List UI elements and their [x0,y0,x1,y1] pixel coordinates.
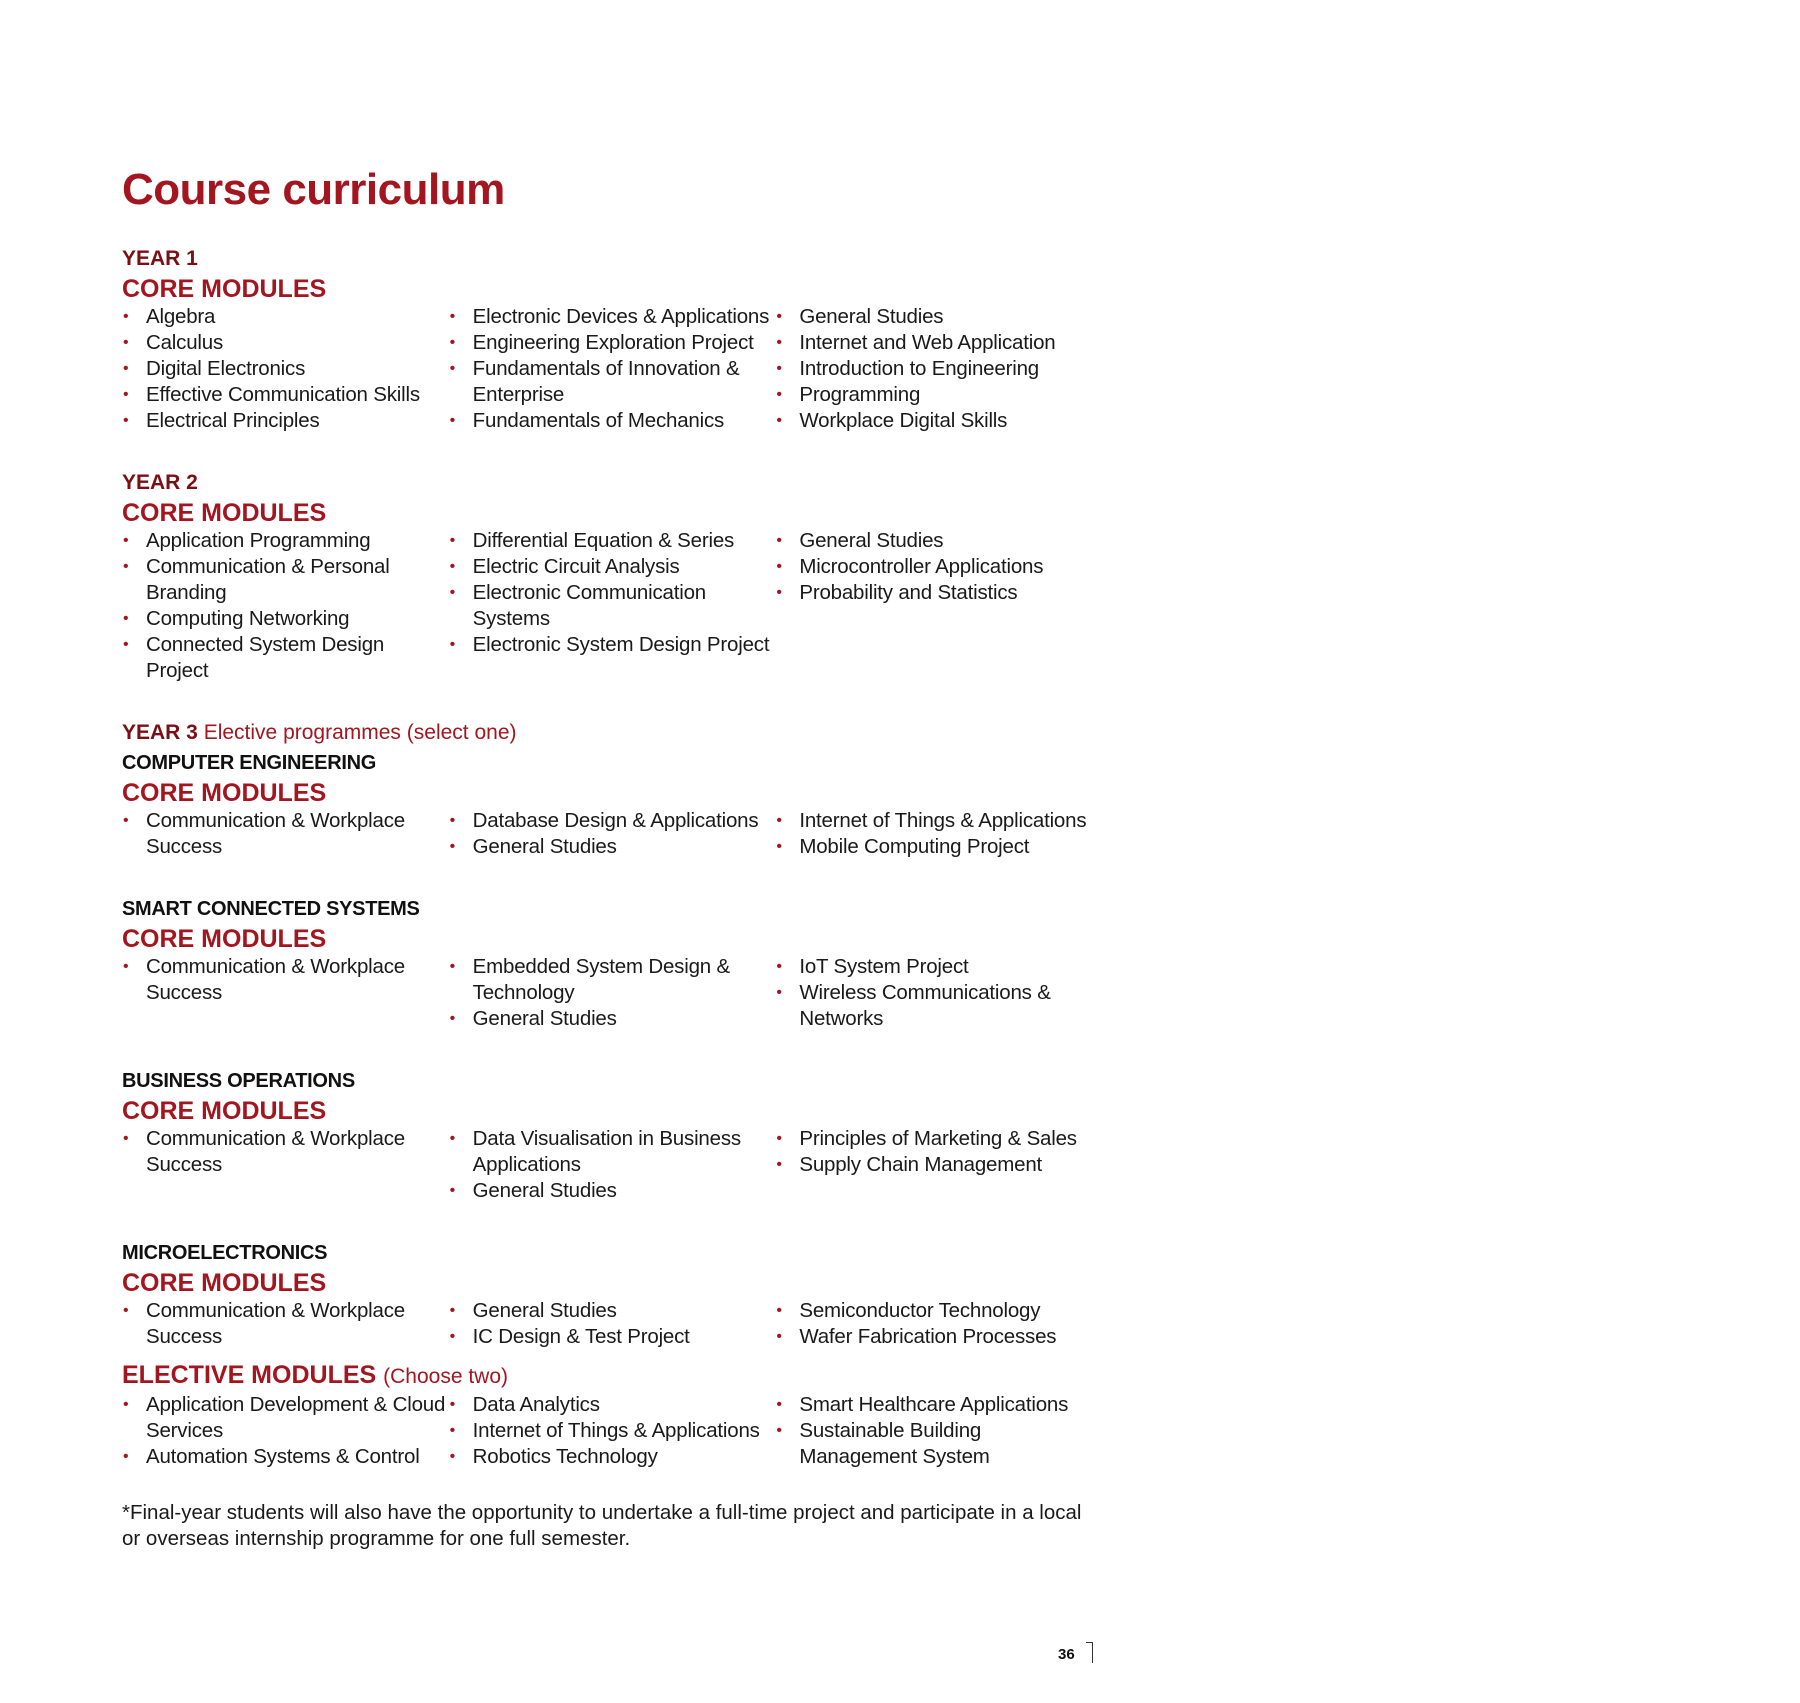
module-columns [122,528,1102,684]
list-item: • Connected System Design Project [122,632,449,684]
year-3-subtitle: Elective programmes (select one) [203,721,517,745]
list-item: • IC Design & Test Project [449,1324,776,1350]
page-corner-mark [1086,1642,1093,1663]
elective-modules-heading [122,1360,1102,1392]
list-item: • Wireless Communications & Networks [775,980,1102,1032]
programme-microelectronics [122,1238,1102,1470]
module-list [122,1298,449,1350]
programme-business-operations [122,1066,1102,1204]
list-item: • Electronic System Design Project [449,632,776,658]
list-item: • Wafer Fabrication Processes [775,1324,1102,1350]
list-item: • Calculus [122,330,449,356]
list-item: • Probability and Statistics [775,580,1102,606]
list-item: • Communication & Workplace Success [122,808,449,860]
programme-computer-engineering [122,748,1102,860]
list-item: • General Studies [449,1006,776,1032]
list-item: • Communication & Workplace Success [122,954,449,1006]
year-3-label: YEAR 3 [122,721,198,745]
list-item: • General Studies [449,1178,776,1204]
list-item: • Electrical Principles [122,408,449,434]
list-item: • Semiconductor Technology [775,1298,1102,1324]
elective-note: (Choose two) [383,1365,509,1389]
module-columns [122,304,1102,434]
list-item: • Engineering Exploration Project [449,330,776,356]
year-2-section [122,468,1102,684]
list-item: • Communication & Workplace Success [122,1298,449,1350]
list-item: • Introduction to Engineering [775,356,1102,382]
module-list [775,1126,1102,1204]
list-item: • General Studies [449,834,776,860]
module-list [122,304,449,434]
module-list [775,808,1102,860]
year-3-section [122,718,1102,1470]
module-list [122,528,449,684]
footnote: *Final-year students will also have the opportunity to undertake a full-time project and participate in a local or overseas internship programme for one full semester. [122,1501,1082,1551]
list-item: • Electric Circuit Analysis [449,554,776,580]
core-modules-heading: CORE MODULES [122,1097,327,1126]
page-number: 36 [1058,1646,1075,1663]
list-item: • Automation Systems & Control [122,1444,449,1470]
page-title: Course curriculum [122,165,505,214]
list-item: • Digital Electronics [122,356,449,382]
module-list [122,1392,449,1470]
year-label [122,718,1102,748]
module-list [122,808,449,860]
programme-name: SMART CONNECTED SYSTEMS [122,898,420,921]
list-item: • Mobile Computing Project [775,834,1102,860]
module-list [775,1298,1102,1350]
list-item: • Internet of Things & Applications [449,1418,776,1444]
list-item: • Database Design & Applications [449,808,776,834]
year-1-section [122,244,1102,434]
list-item: • Electronic Devices & Applications [449,304,776,330]
module-list [775,528,1102,684]
module-list [449,1298,776,1350]
list-item: • Microcontroller Applications [775,554,1102,580]
module-columns [122,808,1102,860]
list-item: • Effective Communication Skills [122,382,449,408]
list-item: • Computing Networking [122,606,449,632]
core-modules-heading: CORE MODULES [122,275,327,304]
module-list [775,954,1102,1032]
list-item: • Algebra [122,304,449,330]
list-item: • Fundamentals of Mechanics [449,408,776,434]
list-item: • Fundamentals of Innovation & Enterprise [449,356,776,408]
list-item: • Programming [775,382,1102,408]
core-modules-heading: CORE MODULES [122,1269,327,1298]
module-columns [122,1392,1102,1470]
core-modules-heading: CORE MODULES [122,925,327,954]
list-item: • Embedded System Design & Technology [449,954,776,1006]
list-item: • General Studies [449,1298,776,1324]
programme-name: MICROELECTRONICS [122,1242,328,1265]
list-item: • Differential Equation & Series [449,528,776,554]
module-list [449,304,776,434]
list-item: • Sustainable Building Management System [775,1418,1102,1470]
module-list [122,954,449,1032]
module-list [449,1392,776,1470]
year-label: YEAR 2 [122,471,198,495]
core-modules-heading: CORE MODULES [122,779,327,808]
list-item: • Electronic Communication Systems [449,580,776,632]
list-item: • Application Development & Cloud Services [122,1392,449,1444]
module-list [775,1392,1102,1470]
year-label: YEAR 1 [122,247,198,271]
list-item: • Supply Chain Management [775,1152,1102,1178]
core-modules-heading: CORE MODULES [122,499,327,528]
list-item: • Communication & Personal Branding [122,554,449,606]
module-list [449,808,776,860]
programme-name: BUSINESS OPERATIONS [122,1070,355,1093]
list-item: • General Studies [775,304,1102,330]
curriculum-page [122,166,1102,1573]
programme-name: COMPUTER ENGINEERING [122,752,377,775]
list-item: • General Studies [775,528,1102,554]
list-item: • IoT System Project [775,954,1102,980]
list-item: • Internet of Things & Applications [775,808,1102,834]
module-list [449,954,776,1032]
list-item: • Workplace Digital Skills [775,408,1102,434]
module-columns [122,1298,1102,1350]
module-list [122,1126,449,1204]
module-list [449,1126,776,1204]
module-columns [122,954,1102,1032]
module-list [449,528,776,684]
elective-heading-text: ELECTIVE MODULES [122,1361,377,1390]
list-item: • Data Analytics [449,1392,776,1418]
list-item: • Robotics Technology [449,1444,776,1470]
list-item: • Data Visualisation in Business Applications [449,1126,776,1178]
module-columns [122,1126,1102,1204]
list-item: • Principles of Marketing & Sales [775,1126,1102,1152]
list-item: • Smart Healthcare Applications [775,1392,1102,1418]
list-item: • Internet and Web Application [775,330,1102,356]
module-list [775,304,1102,434]
programme-smart-connected-systems [122,894,1102,1032]
list-item: • Communication & Workplace Success [122,1126,449,1178]
list-item: • Application Programming [122,528,449,554]
